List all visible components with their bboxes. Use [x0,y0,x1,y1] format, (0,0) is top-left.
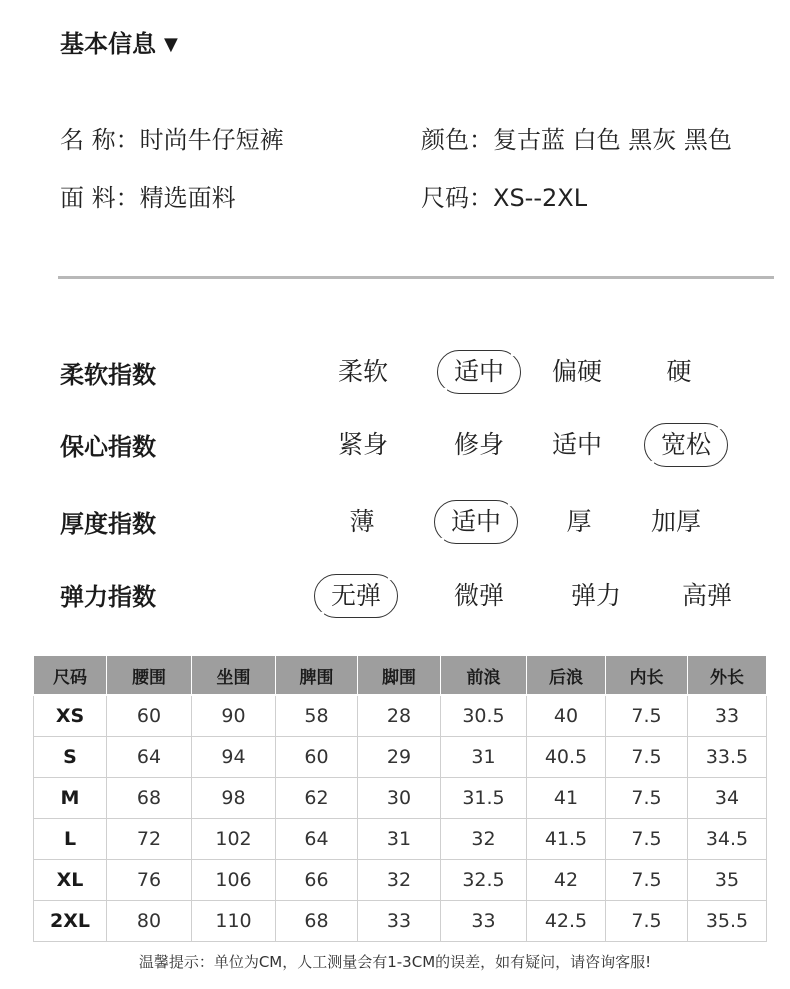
table-cell: 80 [107,901,192,942]
table-header-row [34,656,767,696]
index-option: 柔软 [337,357,388,386]
index-option: 加厚 [650,507,701,536]
table-cell: 33 [358,901,441,942]
table-cell: 40 [527,695,606,737]
index-option-selected: 适中 [429,352,529,388]
table-header: 外长 [688,656,767,696]
table-header: 腰围 [107,656,192,696]
table-row [34,819,767,860]
table-cell: 32 [441,819,527,860]
table-cell: 60 [107,695,192,737]
table-cell: 7.5 [606,901,688,942]
table-cell: 72 [107,819,192,860]
table-header: 脾围 [276,656,358,696]
product-colors: 颜色：复古蓝 白色 黑灰 黑色 [421,126,732,154]
table-cell: 31 [358,819,441,860]
table-row [34,695,767,737]
index-option: 厚 [566,507,592,536]
index-option: 微弹 [453,581,504,610]
table-cell: 33.5 [688,737,767,778]
table-cell: 30 [358,778,441,819]
table-cell: 32.5 [441,860,527,901]
index-label: 柔软指数 [60,361,156,389]
table-cell: 58 [276,695,358,737]
table-cell: 68 [107,778,192,819]
index-option: 硬 [666,357,692,386]
table-header: 脚围 [358,656,441,696]
table-cell: 34 [688,778,767,819]
table-cell: 32 [358,860,441,901]
index-option: 薄 [349,507,375,536]
table-cell: 66 [276,860,358,901]
index-option: 高弹 [681,581,732,610]
table-header: 尺码 [34,656,107,696]
table-cell: 35.5 [688,901,767,942]
table-cell: XL [34,860,107,901]
index-option: 修身 [453,430,504,459]
index-option: 偏硬 [551,357,602,386]
product-sizes: 尺码：XS--2XL [421,184,588,212]
table-row [34,737,767,778]
table-cell: 42.5 [527,901,606,942]
table-cell: 64 [276,819,358,860]
table-cell: 41 [527,778,606,819]
table-header: 内长 [606,656,688,696]
index-label: 弹力指数 [60,583,156,611]
table-cell: 40.5 [527,737,606,778]
table-cell: 41.5 [527,819,606,860]
index-option-selected: 无弹 [306,576,406,612]
table-row [34,901,767,942]
table-cell: XS [34,695,107,737]
index-label: 厚度指数 [60,510,156,538]
index-option-selected: 适中 [426,502,526,538]
table-cell: 31 [441,737,527,778]
size-table [33,655,767,942]
table-cell: 94 [192,737,276,778]
table-cell: M [34,778,107,819]
index-option: 适中 [551,430,602,459]
table-row [34,860,767,901]
table-cell: 98 [192,778,276,819]
table-cell: 76 [107,860,192,901]
table-cell: 33 [441,901,527,942]
table-header: 坐围 [192,656,276,696]
table-cell: 2XL [34,901,107,942]
table-cell: 102 [192,819,276,860]
table-cell: 33 [688,695,767,737]
table-header: 前浪 [441,656,527,696]
index-label: 保心指数 [60,433,156,461]
table-cell: 68 [276,901,358,942]
table-cell: 62 [276,778,358,819]
table-cell: 7.5 [606,737,688,778]
table-cell: S [34,737,107,778]
table-cell: 34.5 [688,819,767,860]
table-cell: 30.5 [441,695,527,737]
table-cell: 64 [107,737,192,778]
table-cell: 35 [688,860,767,901]
table-cell: 7.5 [606,695,688,737]
triangle-down-icon: ▼ [164,34,178,55]
table-cell: 42 [527,860,606,901]
table-cell: 7.5 [606,778,688,819]
index-option-selected: 宽松 [636,425,736,461]
table-cell: 29 [358,737,441,778]
divider [58,276,774,279]
table-row [34,778,767,819]
index-option: 紧身 [337,430,388,459]
product-name: 名 称：时尚牛仔短裤 [60,126,284,154]
section-title-text: 基本信息 [60,30,156,58]
table-cell: 7.5 [606,819,688,860]
table-cell: 90 [192,695,276,737]
table-cell: 7.5 [606,860,688,901]
section-title[interactable] [60,24,178,59]
table-cell: 28 [358,695,441,737]
table-cell: 106 [192,860,276,901]
table-cell: 31.5 [441,778,527,819]
measurement-tip: 温馨提示：单位为CM，人工测量会有1-3CM的误差，如有疑问，请咨询客服! [138,953,652,971]
table-header: 后浪 [527,656,606,696]
index-option: 弹力 [570,581,621,610]
table-cell: 60 [276,737,358,778]
table-cell: L [34,819,107,860]
table-cell: 110 [192,901,276,942]
product-material: 面 料：精选面料 [60,184,236,212]
